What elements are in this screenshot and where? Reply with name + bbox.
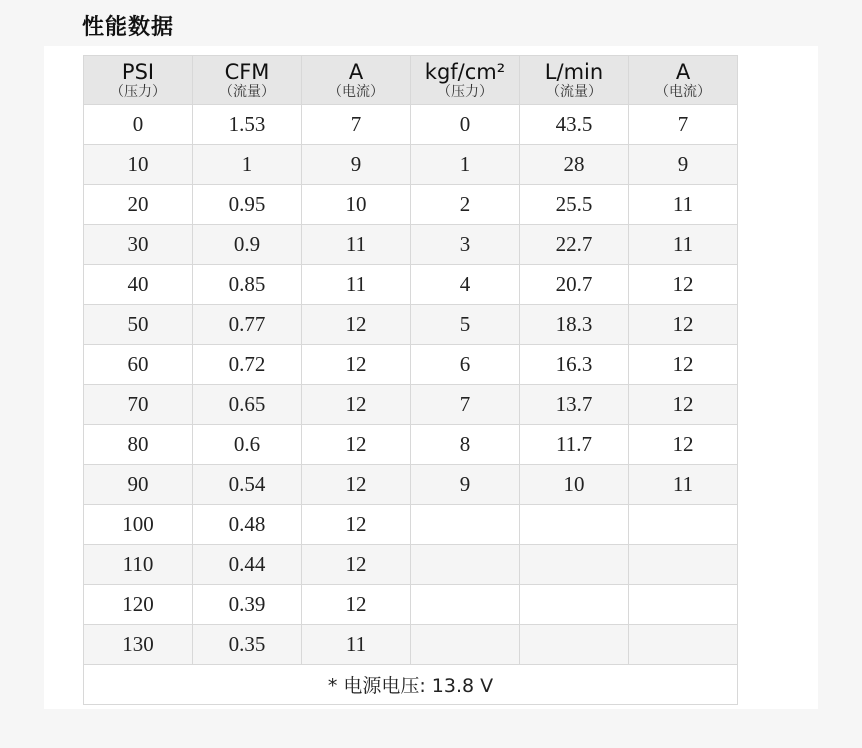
table-cell: 90 <box>84 465 193 505</box>
table-row <box>84 265 738 305</box>
table-cell <box>520 585 629 625</box>
table-cell: 16.3 <box>520 345 629 385</box>
table-cell: 12 <box>302 465 411 505</box>
table-cell: 12 <box>302 425 411 465</box>
table-cell: 110 <box>84 545 193 585</box>
table-cell: 100 <box>84 505 193 545</box>
table-cell: 30 <box>84 225 193 265</box>
table-row <box>84 545 738 585</box>
table-cell: 1.53 <box>193 105 302 145</box>
table-row <box>84 145 738 185</box>
table-cell: 0.77 <box>193 305 302 345</box>
table-row <box>84 305 738 345</box>
table-cell: 0.54 <box>193 465 302 505</box>
table-cell: 9 <box>629 145 738 185</box>
table-cell: 0.39 <box>193 585 302 625</box>
table-row <box>84 185 738 225</box>
performance-table <box>83 55 738 705</box>
header-sub: （流量） <box>219 84 275 100</box>
table-cell: 7 <box>411 385 520 425</box>
table-cell: 0 <box>411 105 520 145</box>
header-unit: kgf/cm² <box>424 60 506 84</box>
header-cfm <box>193 56 302 105</box>
header-sub: （压力） <box>437 84 493 100</box>
table-cell: 22.7 <box>520 225 629 265</box>
table-row <box>84 465 738 505</box>
table-body <box>84 105 738 665</box>
table-row <box>84 425 738 465</box>
table-cell: 13.7 <box>520 385 629 425</box>
header-unit: A <box>348 60 364 84</box>
table-cell: 7 <box>629 105 738 145</box>
table-cell: 11 <box>629 185 738 225</box>
table-cell: 130 <box>84 625 193 665</box>
table-cell: 8 <box>411 425 520 465</box>
table-cell <box>411 625 520 665</box>
header-lmin <box>520 56 629 105</box>
header-sub: （压力） <box>110 84 166 100</box>
footnote-row <box>84 665 738 705</box>
table-cell: 0.72 <box>193 345 302 385</box>
header-unit: CFM <box>224 60 270 84</box>
header-current-b <box>629 56 738 105</box>
table-cell <box>629 625 738 665</box>
header-psi <box>84 56 193 105</box>
table-row <box>84 345 738 385</box>
table-cell: 0.95 <box>193 185 302 225</box>
table-cell: 0.65 <box>193 385 302 425</box>
table-cell: 43.5 <box>520 105 629 145</box>
table-row <box>84 585 738 625</box>
table-cell: 12 <box>629 385 738 425</box>
table-row <box>84 385 738 425</box>
footnote: * 电源电压: 13.8 V <box>84 665 738 705</box>
table-cell: 10 <box>520 465 629 505</box>
table-cell: 12 <box>302 305 411 345</box>
table-row <box>84 505 738 545</box>
table-cell: 4 <box>411 265 520 305</box>
table-row <box>84 105 738 145</box>
header-unit: PSI <box>121 60 155 84</box>
table-cell: 0.9 <box>193 225 302 265</box>
table-cell: 0.85 <box>193 265 302 305</box>
table-cell: 12 <box>302 505 411 545</box>
table-cell: 12 <box>302 345 411 385</box>
table-cell: 9 <box>411 465 520 505</box>
table-cell: 120 <box>84 585 193 625</box>
table-cell: 11 <box>302 265 411 305</box>
table-cell: 50 <box>84 305 193 345</box>
table-cell: 25.5 <box>520 185 629 225</box>
table-cell: 18.3 <box>520 305 629 345</box>
table-cell: 9 <box>302 145 411 185</box>
table-cell: 6 <box>411 345 520 385</box>
table-cell: 12 <box>302 585 411 625</box>
table-cell: 11.7 <box>520 425 629 465</box>
page-title: 性能数据 <box>82 15 175 40</box>
table-cell: 12 <box>629 425 738 465</box>
table-header-row <box>84 56 738 105</box>
table-cell: 60 <box>84 345 193 385</box>
table-cell <box>629 505 738 545</box>
table-cell: 10 <box>302 185 411 225</box>
table-cell <box>411 545 520 585</box>
table-cell: 0 <box>84 105 193 145</box>
table-cell <box>520 625 629 665</box>
table-cell: 0.48 <box>193 505 302 545</box>
table-cell: 3 <box>411 225 520 265</box>
table-row <box>84 625 738 665</box>
table-cell: 11 <box>302 625 411 665</box>
table-cell: 11 <box>302 225 411 265</box>
table-cell <box>411 505 520 545</box>
table-cell: 12 <box>629 265 738 305</box>
table-cell: 1 <box>193 145 302 185</box>
table-cell: 28 <box>520 145 629 185</box>
table-cell: 80 <box>84 425 193 465</box>
header-sub: （电流） <box>655 84 711 100</box>
table-row <box>84 225 738 265</box>
table-cell: 11 <box>629 225 738 265</box>
table-cell <box>629 585 738 625</box>
table-cell: 20.7 <box>520 265 629 305</box>
table-cell <box>411 585 520 625</box>
header-unit: A <box>675 60 691 84</box>
table-cell <box>520 505 629 545</box>
header-current-a <box>302 56 411 105</box>
table-cell: 12 <box>629 305 738 345</box>
header-kgf <box>411 56 520 105</box>
header-unit: L/min <box>544 60 604 84</box>
table-cell: 70 <box>84 385 193 425</box>
table-cell: 2 <box>411 185 520 225</box>
table-cell: 40 <box>84 265 193 305</box>
table-cell: 12 <box>302 545 411 585</box>
header-sub: （流量） <box>546 84 602 100</box>
table-cell: 12 <box>629 345 738 385</box>
table-cell: 20 <box>84 185 193 225</box>
table-cell: 0.35 <box>193 625 302 665</box>
table-cell: 10 <box>84 145 193 185</box>
table-cell <box>520 545 629 585</box>
table-cell: 1 <box>411 145 520 185</box>
table-cell <box>629 545 738 585</box>
table-cell: 0.6 <box>193 425 302 465</box>
table-cell: 5 <box>411 305 520 345</box>
table-cell: 7 <box>302 105 411 145</box>
table-cell: 0.44 <box>193 545 302 585</box>
header-sub: （电流） <box>328 84 384 100</box>
table-cell: 12 <box>302 385 411 425</box>
table-cell: 11 <box>629 465 738 505</box>
